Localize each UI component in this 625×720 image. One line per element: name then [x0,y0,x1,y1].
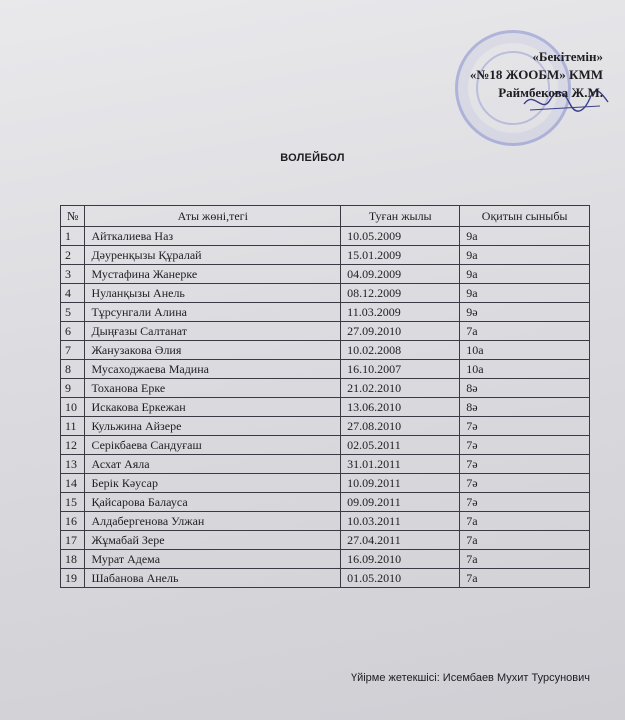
student-name: Кульжина Айзере [85,417,341,436]
table-body [61,227,590,588]
student-name: Жанузакова Әлия [85,341,341,360]
class-name: 7а [460,322,590,341]
class-name: 9а [460,246,590,265]
class-name: 9а [460,227,590,246]
header-number: № [61,206,85,227]
class-name: 7ә [460,436,590,455]
student-name: Жұмабай Зере [85,531,341,550]
approval-line-1: «Бекітемін» [532,49,603,64]
row-number: 4 [61,284,85,303]
student-name: Мустафина Жанерке [85,265,341,284]
class-name: 7ә [460,455,590,474]
table-row [61,398,590,417]
student-name: Алдабергенова Улжан [85,512,341,531]
table-row [61,360,590,379]
approval-block [470,48,603,102]
club-leader-footer: Үйірме жетекшісі: Исембаев Мухит Турсунович [350,672,590,684]
student-name: Дыңғазы Салтанат [85,322,341,341]
row-number: 6 [61,322,85,341]
student-table [60,205,590,588]
birth-date: 10.02.2008 [341,341,460,360]
birth-date: 27.09.2010 [341,322,460,341]
table-row [61,303,590,322]
student-name: Дәуренқызы Құралай [85,246,341,265]
birth-date: 15.01.2009 [341,246,460,265]
row-number: 18 [61,550,85,569]
row-number: 14 [61,474,85,493]
table-row [61,569,590,588]
table-header-row [61,206,590,227]
header-birth-year: Туған жылы [341,206,460,227]
class-name: 9а [460,265,590,284]
table-row [61,455,590,474]
student-name: Берік Кәусар [85,474,341,493]
class-name: 9ә [460,303,590,322]
birth-date: 27.08.2010 [341,417,460,436]
birth-date: 27.04.2011 [341,531,460,550]
class-name: 8ә [460,398,590,417]
birth-date: 11.03.2009 [341,303,460,322]
birth-date: 10.05.2009 [341,227,460,246]
class-name: 10а [460,341,590,360]
birth-date: 01.05.2010 [341,569,460,588]
student-name: Асхат Аяла [85,455,341,474]
class-name: 8ә [460,379,590,398]
row-number: 11 [61,417,85,436]
table-row [61,265,590,284]
class-name: 9а [460,284,590,303]
class-name: 7а [460,550,590,569]
class-name: 7а [460,531,590,550]
birth-date: 08.12.2009 [341,284,460,303]
header-class: Оқитын сыныбы [460,206,590,227]
table-row [61,474,590,493]
row-number: 19 [61,569,85,588]
student-name: Шабанова Анель [85,569,341,588]
student-name: Мурат Адема [85,550,341,569]
student-name: Нуланқызы Анель [85,284,341,303]
student-name: Тұрсунгали Алина [85,303,341,322]
table-row [61,417,590,436]
approval-line-3: Раймбекова Ж.М. [498,85,603,100]
row-number: 16 [61,512,85,531]
birth-date: 31.01.2011 [341,455,460,474]
row-number: 5 [61,303,85,322]
row-number: 2 [61,246,85,265]
table-row [61,341,590,360]
row-number: 8 [61,360,85,379]
student-name: Айткалиева Наз [85,227,341,246]
row-number: 9 [61,379,85,398]
table-row [61,284,590,303]
table-row [61,531,590,550]
class-name: 10а [460,360,590,379]
row-number: 12 [61,436,85,455]
row-number: 17 [61,531,85,550]
table-row [61,550,590,569]
table-row [61,436,590,455]
student-name: Серікбаева Сандуғаш [85,436,341,455]
row-number: 3 [61,265,85,284]
table-row [61,227,590,246]
student-name: Қайсарова Балауса [85,493,341,512]
row-number: 7 [61,341,85,360]
class-name: 7ә [460,493,590,512]
table-row [61,379,590,398]
birth-date: 13.06.2010 [341,398,460,417]
birth-date: 16.10.2007 [341,360,460,379]
table-row [61,512,590,531]
birth-date: 16.09.2010 [341,550,460,569]
table-row [61,493,590,512]
birth-date: 10.09.2011 [341,474,460,493]
row-number: 13 [61,455,85,474]
header-name: Аты жөні,тегі [85,206,341,227]
class-name: 7а [460,512,590,531]
class-name: 7а [460,569,590,588]
approval-line-2: «№18 ЖООБМ» КММ [469,67,603,82]
class-name: 7ә [460,474,590,493]
student-name: Искакова Еркежан [85,398,341,417]
table-row [61,322,590,341]
page-title: ВОЛЕЙБОЛ [280,152,345,164]
row-number: 15 [61,493,85,512]
row-number: 1 [61,227,85,246]
table-row [61,246,590,265]
class-name: 7ә [460,417,590,436]
birth-date: 09.09.2011 [341,493,460,512]
student-name: Тоханова Ерке [85,379,341,398]
student-name: Мусаходжаева Мадина [85,360,341,379]
row-number: 10 [61,398,85,417]
birth-date: 02.05.2011 [341,436,460,455]
birth-date: 21.02.2010 [341,379,460,398]
birth-date: 10.03.2011 [341,512,460,531]
birth-date: 04.09.2009 [341,265,460,284]
